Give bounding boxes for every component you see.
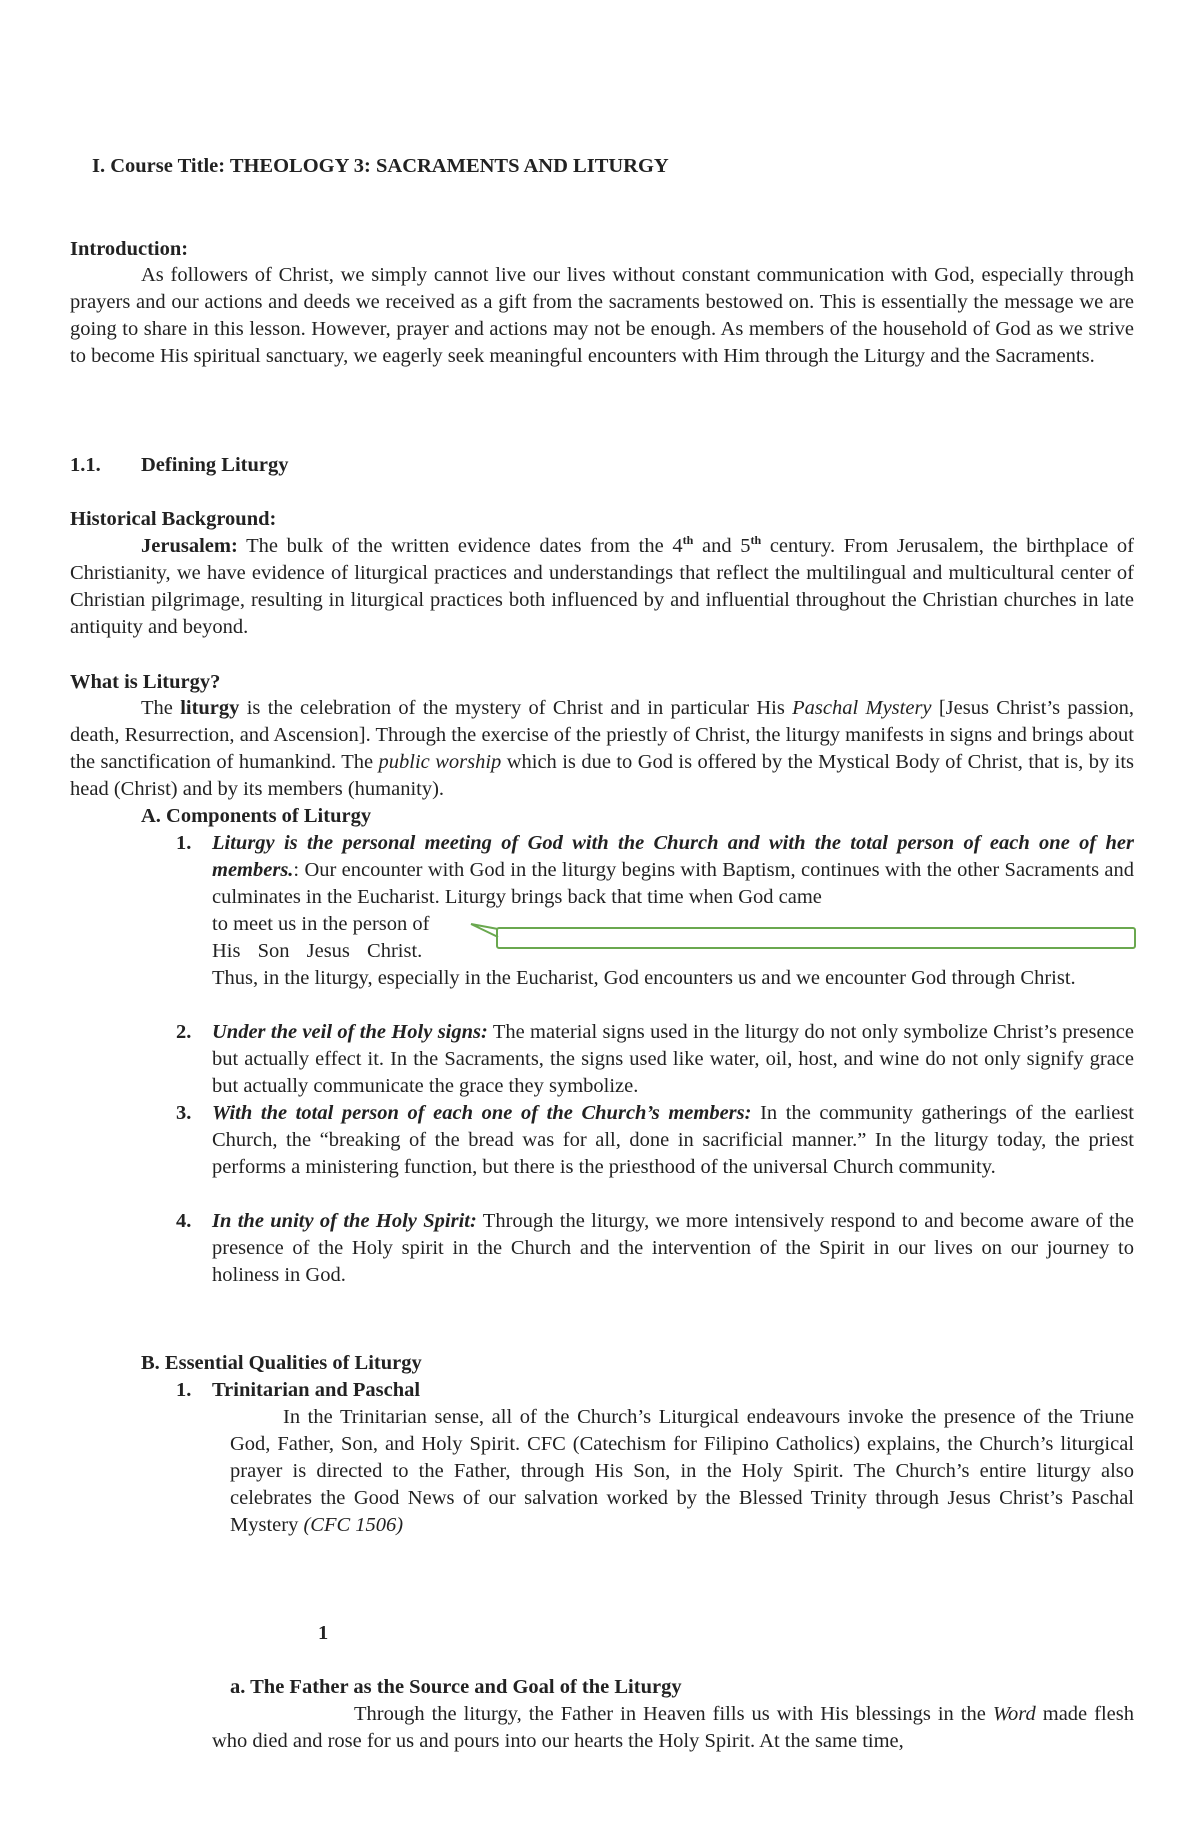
component-item-1-continuation xyxy=(212,965,1134,992)
component-lead: In the unity of the Holy Spirit: xyxy=(212,1210,477,1232)
father-text-1: Through the liturgy, the Father in Heaven fills us with His blessings in the xyxy=(354,1703,993,1725)
comment-callout-box[interactable] xyxy=(496,927,1136,949)
component-number: 2. xyxy=(176,1021,192,1043)
component-body: Through the liturgy, we more intensively respond to and become aware of the presence of the Holy spirit in the Church and the intervention of the Spirit in our lives on our journey to holiness in God. xyxy=(212,1210,1135,1286)
father-heading: a. The Father as the Source and Goal of the Liturgy xyxy=(230,1676,682,1698)
component-item-1 xyxy=(212,830,1134,911)
historical-text-2: and 5 xyxy=(693,535,751,557)
qualities-item-number: 1. xyxy=(176,1379,192,1401)
what-is-text-2: is the celebration of the mystery of Christ and in particular His xyxy=(239,697,793,719)
qualities-citation: (CFC 1506) xyxy=(303,1514,404,1536)
page-number: 1 xyxy=(318,1622,329,1644)
qualities-heading: B. Essential Qualities of Liturgy xyxy=(141,1352,422,1374)
component-item-2 xyxy=(212,1019,1134,1100)
component-body: In the community gatherings of the earliest Church, the “breaking of the bread was for all, done in sacrificial manner.” In the liturgy today, the priest performs a ministering function, but there is the priesthood of the universal Church community. xyxy=(212,1102,1134,1178)
section-number: 1.1. xyxy=(70,454,101,476)
qualities-item-paragraph xyxy=(230,1404,1134,1539)
component-item-3 xyxy=(212,1100,1134,1181)
component-item-4 xyxy=(212,1208,1134,1289)
superscript-th: th xyxy=(750,533,762,548)
components-heading: A. Components of Liturgy xyxy=(141,805,372,827)
father-paragraph xyxy=(212,1701,1134,1755)
component-body-2: Thus, in the liturgy, especially in the Eucharist, God encounters us and we encounter God through Christ. xyxy=(212,967,1076,989)
historical-lead: Jerusalem: xyxy=(141,535,238,557)
component-lead: Under the veil of the Holy signs: xyxy=(212,1021,488,1043)
qualities-item-title: Trinitarian and Paschal xyxy=(212,1379,421,1401)
word-term: Word xyxy=(992,1703,1036,1725)
superscript-th: th xyxy=(682,533,694,548)
component-lead: Liturgy is the personal meeting of God with the Church and with the total person of each one of her members. xyxy=(212,832,1134,881)
what-is-liturgy-paragraph xyxy=(70,695,1134,803)
historical-text-1: The bulk of the written evidence dates from the 4 xyxy=(237,535,683,557)
component-lead: With the total person of each one of the Church’s members: xyxy=(212,1102,752,1124)
liturgy-term: liturgy xyxy=(180,697,240,719)
component-number: 1. xyxy=(176,832,192,854)
component-number: 3. xyxy=(176,1102,192,1124)
what-is-text-1: The xyxy=(141,697,181,719)
component-body: : Our encounter with God in the liturgy begins with Baptism, continues with the other Sacraments and culminates in the Eucharist. Liturgy brings back that time when God came xyxy=(212,859,1134,908)
father-text-2: made flesh who died and rose for us and pours into our hearts the Holy Spirit. At the same time, xyxy=(212,1703,1134,1752)
course-title: I. Course Title: THEOLOGY 3: SACRAMENTS AND LITURGY xyxy=(92,155,669,177)
introduction-text: As followers of Christ, we simply cannot live our lives without constant communication with God, especially through prayers and our actions and deeds we received as a gift from the sacraments bestowed on. This is essentially the message we are going to share in this lesson. However, prayer and actions may not be enough. As members of the household of God as we strive to become His spiritual sanctuary, we eagerly seek meaningful encounters with Him through the Liturgy and the Sacraments. xyxy=(70,264,1134,367)
historical-paragraph xyxy=(70,533,1134,641)
section-title: Defining Liturgy xyxy=(141,454,289,476)
historical-heading: Historical Background: xyxy=(70,508,277,530)
introduction-paragraph xyxy=(70,262,1134,370)
historical-text-3: century. From Jerusalem, the birthplace of Christianity, we have evidence of liturgical practices and understandings that reflect the multilingual and multicultural center of Christian pilgrimage, resulting in liturgical practices both influenced by and influential throughout the Christian churches in late antiquity and beyond. xyxy=(70,535,1134,638)
comment-callout-pointer xyxy=(470,920,500,950)
introduction-heading: Introduction: xyxy=(70,238,189,260)
component-item-1-line-a: to meet us in the person of xyxy=(212,913,430,935)
component-body: The material signs used in the liturgy do not only symbolize Christ’s presence but actually effect it. In the Sacraments, the signs used like water, oil, host, and wine do not only signify grace but actually communicate the grace they symbolize. xyxy=(212,1021,1135,1097)
paschal-mystery-term: Paschal Mystery xyxy=(792,697,932,719)
qualities-item-text: In the Trinitarian sense, all of the Church’s Liturgical endeavours invoke the presence of the Triune God, Father, Son, and Holy Spirit. CFC (Catechism for Filipino Catholics) explains, the Church’s liturgical prayer is directed to the Father, through His Son, in the Holy Spirit. The Church’s entire liturgy also celebrates the Good News of our salvation worked by the Blessed Trinity through Jesus Christ’s Paschal Mystery xyxy=(230,1406,1134,1536)
what-is-text-4: which is due to God is offered by the Mystical Body of Christ, that is, by its head (Christ) and by its members (humanity). xyxy=(70,751,1134,800)
what-is-text-3: [Jesus Christ’s passion, death, Resurrection, and Ascension]. Through the exercise of the priestly of Christ, the liturgy manifests in signs and brings about the sanctification of humankind. The xyxy=(70,697,1135,773)
public-worship-term: public worship xyxy=(378,751,502,773)
what-is-liturgy-heading: What is Liturgy? xyxy=(70,671,221,693)
component-item-1-line-b: His Son Jesus Christ. xyxy=(212,940,423,962)
component-number: 4. xyxy=(176,1210,192,1232)
